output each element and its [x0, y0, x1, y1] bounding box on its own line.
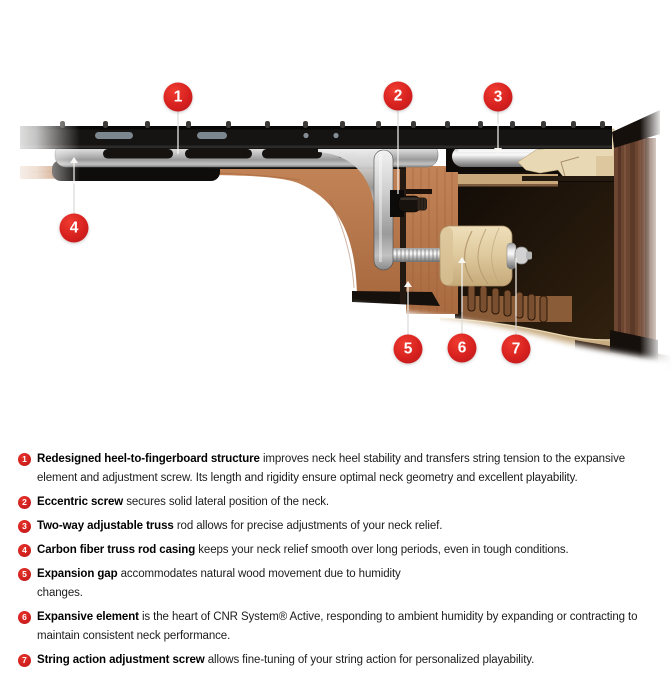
diagram-marker-7[interactable]: 7 [502, 335, 531, 364]
legend-item-6 [18, 608, 658, 646]
legend-text [37, 450, 643, 488]
threaded-rod [392, 248, 444, 262]
legend-number-badge: 2 [18, 496, 31, 509]
legend-number-badge: 1 [18, 453, 31, 466]
diagram-marker-2[interactable]: 2 [384, 82, 413, 111]
legend-description: allows fine-tuning of your string action for personalized playability. [207, 654, 535, 666]
legend-text [37, 608, 643, 646]
legend-text [37, 565, 419, 603]
legend-item-5 [18, 565, 658, 603]
legend-item-4 [18, 541, 658, 560]
legend-term: Expansive element [37, 611, 139, 623]
diagram-marker-3[interactable]: 3 [484, 83, 513, 112]
expansion-gap [400, 166, 406, 304]
fingerboard [20, 121, 612, 149]
legend-term: Eccentric screw [37, 496, 124, 508]
legend-description: keeps your neck relief smooth over long periods, even in tough conditions. [198, 544, 569, 556]
legend-description: improves neck heel stability and transfers string tension to the expansive element and adjustment screw. Its length and rigidity ensure optimal neck geometry and excellent playability. [37, 453, 626, 484]
legend-text [37, 541, 569, 560]
legend-term: Two-way adjustable truss [37, 520, 174, 532]
legend-number-badge: 5 [18, 568, 31, 581]
legend-term: Carbon fiber truss rod casing [37, 544, 196, 556]
legend-term: String action adjustment screw [37, 654, 205, 666]
legend-term: Expansion gap [37, 568, 118, 580]
legend-text [37, 493, 329, 512]
legend-description: is the heart of CNR System® Active, responding to ambient humidity by expanding or contracting to maintain consistent neck performance. [37, 611, 638, 642]
diagram-marker-1[interactable]: 1 [164, 83, 193, 112]
legend-number-badge: 4 [18, 544, 31, 557]
diagram-marker-4[interactable]: 4 [60, 214, 89, 243]
legend-number-badge: 6 [18, 611, 31, 624]
legend-number-badge: 7 [18, 654, 31, 667]
diagram-marker-5[interactable]: 5 [394, 335, 423, 364]
diagram-marker-6[interactable]: 6 [448, 334, 477, 363]
legend-description: secures solid lateral position of the neck. [126, 496, 330, 508]
legend-item-3 [18, 517, 658, 536]
legend-item-2 [18, 493, 658, 512]
legend-term: Redesigned heel-to-fingerboard structure [37, 453, 260, 465]
legend-item-7 [18, 651, 658, 670]
legend-text [37, 517, 442, 536]
expansive-element [440, 226, 512, 286]
legend-text [37, 651, 534, 670]
legend-item-1 [18, 450, 658, 488]
legend [18, 450, 658, 675]
legend-number-badge: 3 [18, 520, 31, 533]
legend-description: accommodates natural wood movement due to humidity changes. [37, 568, 401, 599]
legend-description: rod allows for precise adjustments of your neck relief. [176, 520, 443, 532]
